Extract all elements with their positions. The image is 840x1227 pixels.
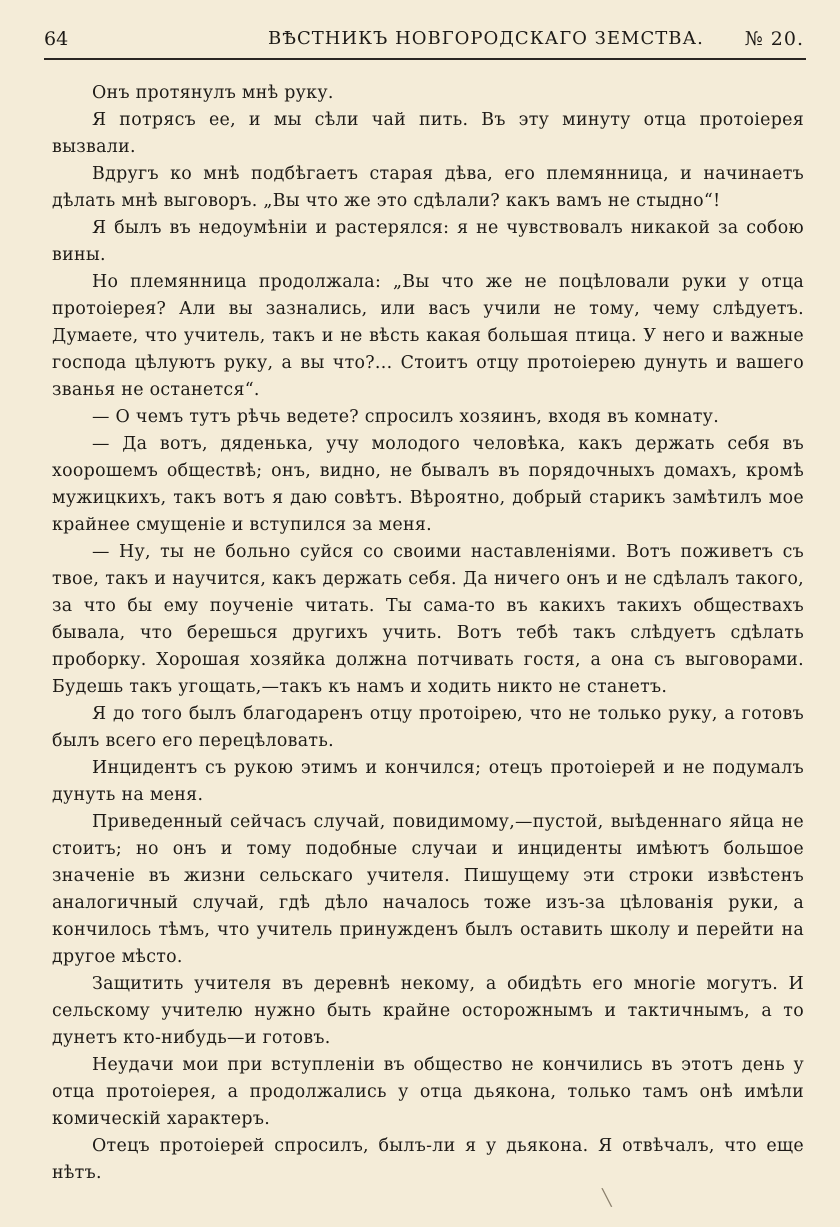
paragraph: Инцидентъ съ рукою этимъ и кончился; отецъ протоіерей и не подумалъ дунуть на меня. [52, 758, 804, 805]
paragraph: Я до того былъ благодаренъ отцу протоірею, что не только руку, а готовъ былъ всего его перецѣловать. [52, 704, 804, 751]
paragraph: Я потрясъ ее, и мы сѣли чай пить. Въ эту минуту отца протоіерея вызвали. [52, 110, 804, 157]
paragraph: — Ну, ты не больно суйся со своими наставленіями. Вотъ поживетъ съ твое, такъ и научится, какъ держать себя. Да ничего онъ и не сдѣлалъ такого, за что бы ему поученіе читать. Ты сама-то въ какихъ такихъ обществахъ бывала, что берешься другихъ учить. Вотъ тебѣ такъ слѣдуетъ сдѣлать проборку. Хорошая хозяйка должна потчивать гостя, а она съ выговорами. Будешь такъ угощать,—такъ къ намъ и ходить никто не станетъ. [52, 542, 804, 697]
paragraph: — Да вотъ, дяденька, учу молодого человѣка, какъ держать себя въ хоорошемъ обществѣ; онъ, видно, не бывалъ въ порядочныхъ домахъ, кромѣ мужицкихъ, такъ вотъ я даю совѣтъ. Вѣроятно, добрый старикъ замѣтилъ мое крайнее смущеніе и вступился за меня. [52, 434, 804, 535]
paragraph: Онъ протянулъ мнѣ руку. [92, 83, 334, 103]
paragraph: Вдругъ ко мнѣ подбѣгаетъ старая дѣва, его племянница, и начинаетъ дѣлать мнѣ выговоръ. „Вы что же это сдѣлали? какъ вамъ не стыдно“! [52, 164, 804, 211]
page-number: 64 [44, 28, 69, 50]
paragraph: Но племянница продолжала: „Вы что же не поцѣловали руки у отца протоіерея? Али вы зазнались, или васъ учили не тому, чему слѣдуетъ. Думаете, что учитель, такъ и не вѣсть какая большая птица. У него и важные господа цѣлуютъ руку, а вы что?... Стоитъ отцу протоіерею дунуть и вашего званья не останется“. [52, 272, 804, 400]
issue-number: № 20. [744, 28, 804, 50]
paragraph: Отецъ протоіерей спросилъ, былъ-ли я у дьякона. Я отвѣчалъ, что еще нѣтъ. [52, 1136, 804, 1183]
journal-title: ВѢСТНИКЪ НОВГОРОДСКАГО ЗЕМСТВА. [268, 28, 704, 49]
body-text [52, 80, 804, 1187]
paragraph: Я былъ въ недоумѣніи и растерялся: я не чувствовалъ никакой за собою вины. [52, 218, 804, 265]
paragraph: Неудачи мои при вступленіи въ общество не кончились въ этотъ день у отца протоіерея, а продолжались у отца дьякона, только тамъ онѣ имѣли комическій характеръ. [52, 1055, 804, 1129]
running-header [44, 24, 804, 54]
print-speck: ╲ [602, 1188, 612, 1207]
paragraph: — О чемъ тутъ рѣчь ведете? спросилъ хозяинъ, входя въ комнату. [92, 407, 720, 427]
header-rule [44, 58, 806, 60]
paragraph: Защитить учителя въ деревнѣ некому, а обидѣть его многіе могутъ. И сельскому учителю нужно быть крайне осторожнымъ и тактичнымъ, а то дунетъ кто-нибудь—и готовъ. [52, 974, 804, 1048]
paragraph: Приведенный сейчасъ случай, повидимому,—пустой, выѣденнаго яйца не стоитъ; но онъ и тому подобные случаи и инциденты имѣютъ большое значеніе въ жизни сельскаго учителя. Пишущему эти строки извѣстенъ аналогичный случай, гдѣ дѣло началось тоже изъ-за цѣлованія руки, а кончилось тѣмъ, что учитель принужденъ былъ оставить школу и перейти на другое мѣсто. [52, 812, 804, 967]
